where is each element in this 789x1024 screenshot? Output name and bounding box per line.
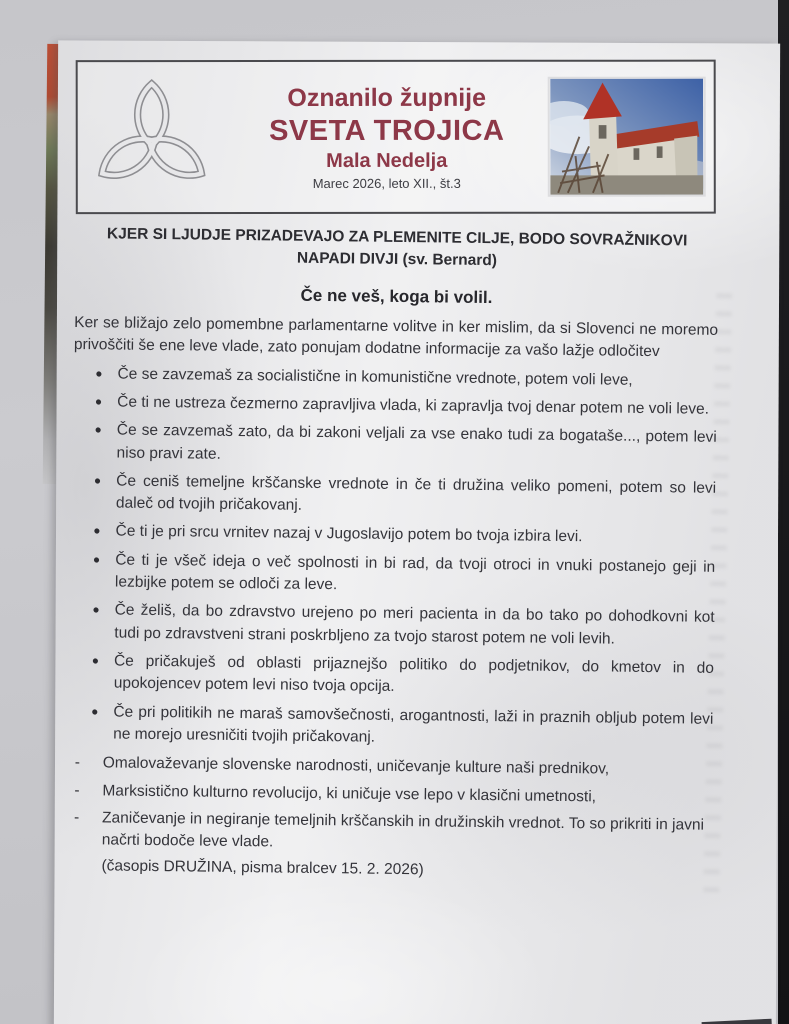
bullet-item: • Če pri politikih ne maraš samovšečnosti, arogantnosti, laži in praznih obljub potem levi ne morejo uresničiti tvojih pričakovanj. [69, 701, 713, 753]
bullet-item: • Če ti ne ustreza čezmerno zapravljiva vlada, ki zapravlja tvoj denar potem ne voli leve. [73, 391, 717, 421]
parish-logo [78, 72, 226, 203]
source-citation: (časopis DRUŽINA, pisma bralcev 15. 2. 2026) [101, 856, 424, 878]
newsletter-sheet [54, 40, 780, 1024]
article-heading: Če ne veš, koga bi volil. [300, 285, 493, 308]
bullet-item: • Če želiš, da bo zdravstvo urejeno po meri pacienta in da bo tako po dohodkovni kot tudi po zdravstveni strani poskrbljeno za tvojo starost potem ne voli levih. [70, 599, 714, 651]
dash-list [68, 752, 713, 859]
parish-place: Mala Nedelja [326, 149, 448, 172]
church-photo [548, 77, 710, 197]
church-icon [548, 77, 710, 197]
bullet-item: • Če ti je pri srcu vrnitev nazaj v Jugoslavijo potem bo tvoja izbira levi. [71, 520, 715, 550]
bottom-right-shadow [702, 1019, 773, 1024]
bullet-item: • Če se zavzemaš zato, da bi zakoni veljali za vse enako tudi za bogataše..., potem levi niso pravi zate. [72, 419, 716, 471]
bullet-item: • Če ceniš temeljne krščanske vrednote in če ti družina veliko pomeni, potem so levi daleč od tvojih pričakovanj. [72, 470, 716, 522]
intro-paragraph: Ker se bližajo zelo pomembne parlamentarne volitve in ker mislim, da si Slovenci ne moremo privoščiti še ene leve vlade, zato ponujam dodatne informacije za vašo lažje odločitev [73, 313, 719, 361]
bullet-item: • Če se zavzemaš za socialistične in komunistične vrednote, potem voli leve, [73, 363, 717, 393]
masthead-box [76, 60, 716, 215]
parish-name: SVETA TROJICA [269, 114, 505, 147]
masthead-titles [226, 82, 548, 192]
bullet-item: • Če pričakuješ od oblasti prijaznejšo politiko do podjetnikov, do kmetov in do upokojencev potem levi niso tvoja opcija. [70, 650, 714, 702]
triquetra-icon [84, 72, 220, 203]
bullet-item: • Če ti je všeč ideja o več spolnosti in bi rad, da tvoji otroci in vnuki postanejo geji in lezbijke potem se odloči za leve. [71, 549, 715, 601]
dash-item: - Omalovaževanje slovenske narodnosti, uničevanje kulture naši prednikov, [69, 752, 713, 782]
bullet-list [69, 363, 718, 754]
issue-date: Marec 2026, leto XII., št.3 [312, 176, 461, 192]
dash-item: - Zaničevanje in negiranje temeljnih krščanskih in družinskih vrednot. To so prikriti in javni načrti bodoče leve vlade. [68, 807, 712, 859]
newsletter-body [67, 223, 719, 882]
dash-item: - Marksistično kulturno revolucijo, ki uničuje vse lepo v klasični umetnosti, [68, 779, 712, 809]
motto-quote: KJER SI LJUDJE PRIZADEVAJO ZA PLEMENITE CILJE, BODO SOVRAŽNIKOVI NAPADI DIVJI (sv. Bernard) [106, 225, 688, 270]
newsletter-title: Oznanilo župnije [287, 83, 487, 113]
